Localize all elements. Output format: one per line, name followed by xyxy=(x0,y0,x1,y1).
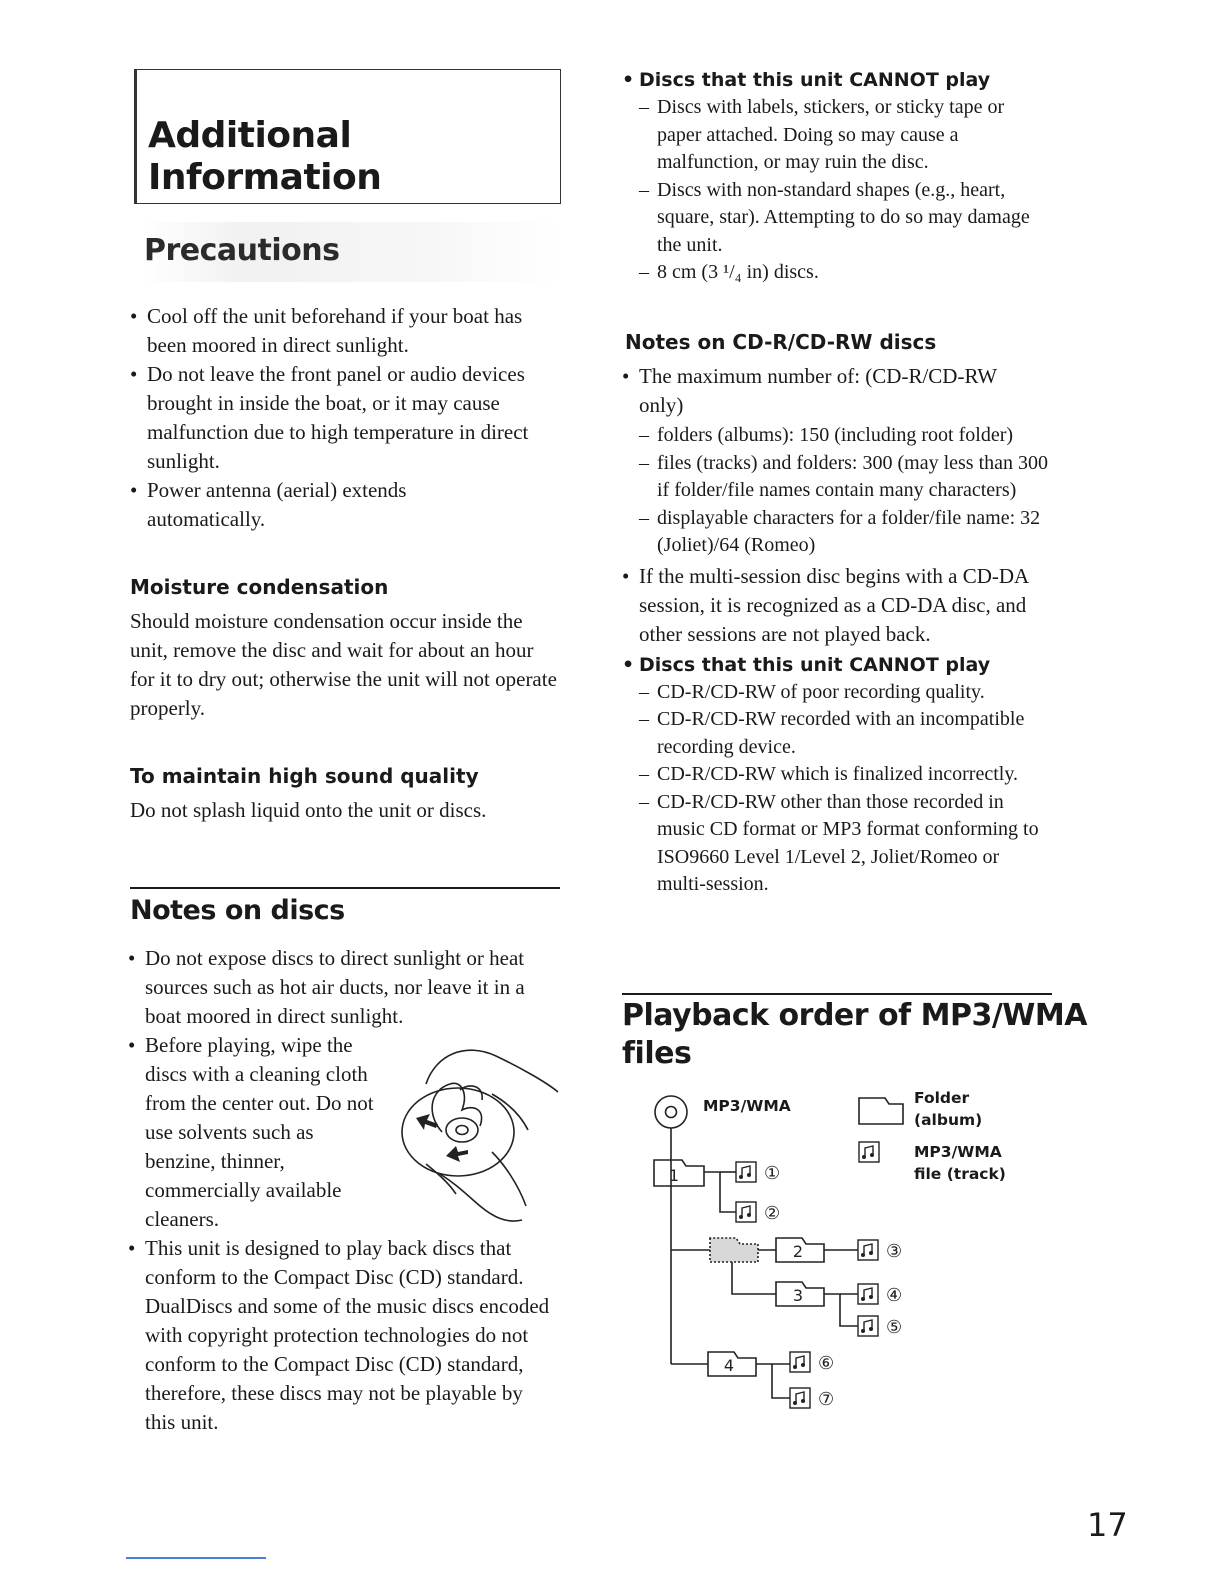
track-number: ④ xyxy=(886,1285,903,1306)
notes-on-discs-rule xyxy=(130,887,560,889)
playback-order-rule xyxy=(622,993,1052,995)
file-icon xyxy=(858,1240,878,1260)
legend-file-icon xyxy=(858,1141,880,1163)
playback-order-heading-line2: files xyxy=(622,1036,692,1071)
track-number: ② xyxy=(764,1203,781,1224)
notes-on-discs-heading: Notes on discs xyxy=(130,895,345,926)
file-icon xyxy=(790,1388,810,1408)
cdr-notes-heading: Notes on CD-R/CD-RW discs xyxy=(625,330,937,354)
track-number: ③ xyxy=(886,1241,903,1262)
scan-artifact-line xyxy=(126,1557,266,1559)
section-title-line1: Additional xyxy=(148,115,352,156)
cdr-multisession-note: • If the multi-session disc begins with a CD-DA session, it is recognized as a CD-DA disc, and other sessions are not played back. xyxy=(622,562,1052,649)
cdr-max-item: – folders (albums): 150 (including root folder) xyxy=(622,422,1052,450)
file-icon xyxy=(790,1352,810,1372)
precaution-item: • Power antenna (aerial) extends automatically. xyxy=(130,476,562,534)
legend-file-label: MP3/WMA file (track) xyxy=(914,1143,1006,1183)
track-number: ⑥ xyxy=(818,1353,835,1374)
section-title xyxy=(148,115,381,199)
folder-number: 3 xyxy=(792,1286,804,1305)
playback-order-heading-line1: Playback order of MP3/WMA xyxy=(622,998,1087,1033)
precaution-item: • Cool off the unit beforehand if your boat has been moored in direct sunlight. xyxy=(130,302,562,360)
file-icon xyxy=(858,1316,878,1336)
sound-quality-heading: To maintain high sound quality xyxy=(130,764,479,788)
cdr-cannot-item: – CD-R/CD-RW other than those recorded in music CD format or MP3 format conforming to ISO9660 Level 1/Level 2, Joliet/Romeo or multi-session. xyxy=(622,789,1052,899)
cannot-play-heading: • Discs that this unit CANNOT play xyxy=(622,66,1052,94)
folder-number: 2 xyxy=(792,1242,804,1261)
cannot-play-item: – Discs with labels, stickers, or sticky tape or paper attached. Doing so may cause a malfunction, or may ruin the disc. xyxy=(622,94,1052,177)
disc-root-label: MP3/WMA xyxy=(703,1097,791,1115)
legend-folder-icon xyxy=(857,1094,905,1128)
moisture-text: Should moisture condensation occur inside the unit, remove the disc and wait for about an hour for it to dry out; otherwise the unit will not operate properly. xyxy=(130,609,557,720)
playback-tree-diagram xyxy=(640,1082,940,1422)
file-icon xyxy=(858,1284,878,1304)
sound-quality-text: Do not splash liquid onto the unit or discs. xyxy=(130,798,487,822)
cdr-max-item: – displayable characters for a folder/file name: 32 (Joliet)/64 (Romeo) xyxy=(622,505,1052,560)
section-title-line2: Information xyxy=(148,157,382,198)
cdr-cannot-item: – CD-R/CD-RW which is finalized incorrectly. xyxy=(622,761,1052,789)
disc-icon xyxy=(402,1088,514,1176)
moisture-heading: Moisture condensation xyxy=(130,575,389,599)
cannot-play-item: – 8 cm (3 ¹/₄ in) discs. xyxy=(622,259,1052,287)
cdr-cannot-item: – CD-R/CD-RW recorded with an incompatible recording device. xyxy=(622,706,1052,761)
disc-cleaning-illustration xyxy=(396,1034,566,1224)
precautions-heading: Precautions xyxy=(144,233,340,268)
precaution-item: • Do not leave the front panel or audio devices brought in inside the boat, or it may cause malfunction due to high temperature in direct sunlight. xyxy=(130,360,562,476)
disc-root-icon xyxy=(655,1096,687,1128)
file-icon xyxy=(736,1202,756,1222)
folder-number: 1 xyxy=(668,1166,680,1185)
precautions-list xyxy=(130,302,562,534)
cdr-cannot-heading: • Discs that this unit CANNOT play xyxy=(622,651,1052,679)
hand-bottom-icon xyxy=(440,1174,522,1221)
root-folder-icon xyxy=(710,1238,758,1262)
file-icon xyxy=(736,1162,756,1182)
legend-folder-label: Folder (album) xyxy=(914,1089,983,1129)
playback-order-heading xyxy=(622,997,1087,1073)
track-number: ⑤ xyxy=(886,1317,903,1338)
cdr-notes-section xyxy=(622,362,1052,899)
cdr-cannot-item: – CD-R/CD-RW of poor recording quality. xyxy=(622,679,1052,707)
cannot-play-item: – Discs with non-standard shapes (e.g., heart, square, star). Attempting to do so may damage the unit. xyxy=(622,177,1052,260)
folder-number: 4 xyxy=(723,1356,735,1375)
track-number: ① xyxy=(764,1163,781,1184)
disc-note-item: • Do not expose discs to direct sunlight or heat sources such as hot air ducts, nor leave it in a boat moored in direct sunlight. xyxy=(128,944,562,1031)
track-number: ⑦ xyxy=(818,1389,835,1410)
cannot-play-section xyxy=(622,66,1052,287)
disc-note-item: • This unit is designed to play back discs that conform to the Compact Disc (CD) standard. DualDiscs and some of the music discs encoded with copyright protection technologies do not conform to the Compact Disc (CD) standard, therefore, these discs may not be playable by this unit. xyxy=(128,1234,562,1437)
cdr-max-item: – files (tracks) and folders: 300 (may less than 300 if folder/file names contain many characters) xyxy=(622,450,1052,505)
cdr-max-intro: • The maximum number of: (CD-R/CD-RW only) xyxy=(622,362,1052,420)
page-number: 17 xyxy=(1087,1506,1128,1544)
disc-note-item: • Before playing, wipe the discs with a cleaning cloth from the center out. Do not use solvents such as benzine, thinner, commercially available cleaners. xyxy=(128,1031,562,1234)
wipe-arrow-icon xyxy=(446,1146,468,1162)
